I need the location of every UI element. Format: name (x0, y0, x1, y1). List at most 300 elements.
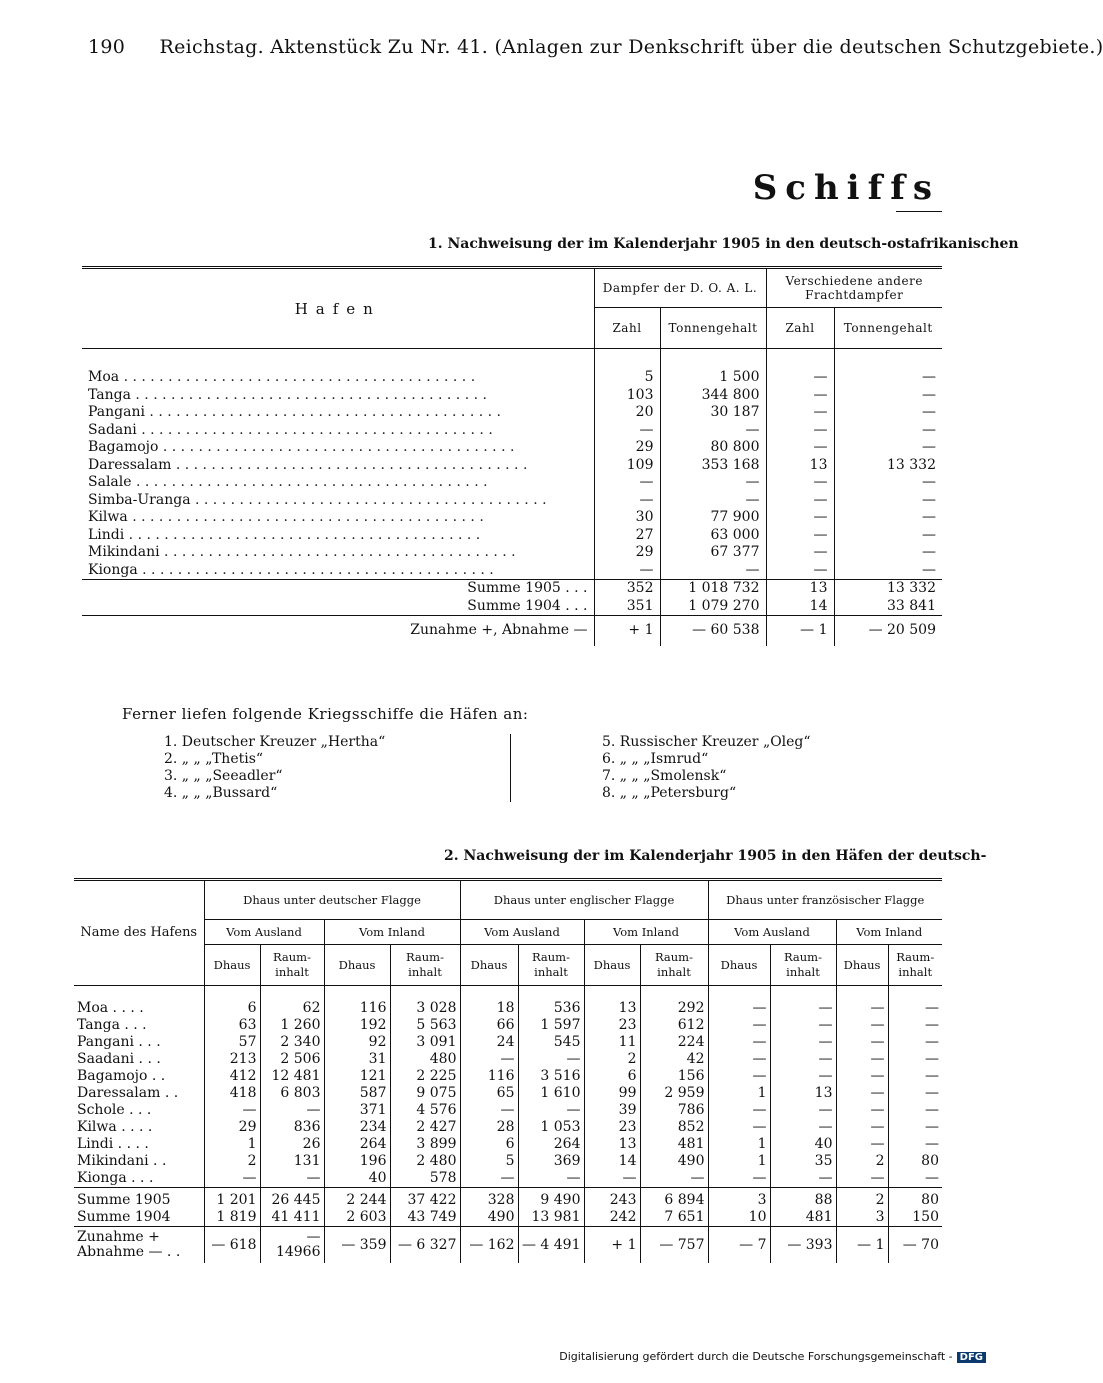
cell-value: 35 (770, 1153, 836, 1170)
col-tonnen-1: Tonnengehalt (660, 308, 766, 349)
cell-value: 1 201 (204, 1188, 260, 1210)
port-name (82, 439, 594, 457)
port-name: Kilwa . . . . (77, 1119, 153, 1135)
sub-ausland: Vom Ausland (204, 920, 324, 945)
cell-value: 4 576 (390, 1102, 460, 1119)
cell-value: 80 (888, 1188, 942, 1210)
cell-value: — (460, 1170, 518, 1188)
cell-value: 80 (888, 1153, 942, 1170)
row-label: Summe 1905 . . . (82, 580, 594, 598)
cell-value: 2 (204, 1153, 260, 1170)
cell-value: 6 803 (260, 1085, 324, 1102)
cell-value: — (770, 1051, 836, 1068)
sub-inland: Vom Inland (584, 920, 708, 945)
row-label: Summe 1904 (77, 1209, 171, 1225)
port-label: Moa . . . (88, 369, 475, 385)
table-row (82, 492, 942, 510)
cell-value: — (708, 1102, 770, 1119)
port-name (82, 509, 594, 527)
port-label: Salale . . . (88, 474, 488, 490)
col-raum: Raum-inhalt (260, 945, 324, 986)
cell-value: 412 (204, 1068, 260, 1085)
cell-value: 242 (584, 1209, 640, 1227)
cell-value: 24 (460, 1034, 518, 1051)
cell-value: — (888, 1170, 942, 1188)
table-row (82, 562, 942, 580)
cell-t1: 344 800 (660, 387, 766, 405)
cell-value: 3 (836, 1209, 888, 1227)
port-name: Pangani . . . (77, 1034, 161, 1050)
cell-value: 116 (460, 1068, 518, 1085)
cell-value: 243 (584, 1188, 640, 1210)
cell-value: 6 (204, 986, 260, 1018)
cell-t2: — (834, 527, 942, 545)
cell-value: — (888, 1119, 942, 1136)
cell-value: 1 (708, 1085, 770, 1102)
cell-value: 536 (518, 986, 584, 1018)
table2-dhows (74, 878, 942, 1263)
cell-z1: 30 (594, 509, 660, 527)
warship-entry: 1. Deutscher Kreuzer „Hertha“ (164, 734, 386, 750)
cell-value: — (888, 1136, 942, 1153)
cell-t2: — (834, 562, 942, 580)
section-title: Schiffs (752, 168, 940, 208)
cell-value: 3 516 (518, 1068, 584, 1085)
cell-value: — (836, 1034, 888, 1051)
cell-t1: 353 168 (660, 457, 766, 475)
cell-value: 2 603 (324, 1209, 390, 1227)
cell-value: — (888, 1085, 942, 1102)
footer-text: Digitalisierung gefördert durch die Deutsche Forschungsgemeinschaft - (559, 1350, 953, 1363)
port-label: Kionga . . . (88, 562, 494, 578)
cell-value: 224 (640, 1034, 708, 1051)
cell-value: — (770, 986, 836, 1018)
cell-z2: — (766, 474, 834, 492)
cell-value: —14966 (260, 1227, 324, 1264)
col-raum: Raum-inhalt (518, 945, 584, 986)
col-port: Hafen (82, 268, 594, 349)
cell-t2: — (834, 422, 942, 440)
cell-z1: 27 (594, 527, 660, 545)
cell-value: 369 (518, 1153, 584, 1170)
cell-value: — (888, 1017, 942, 1034)
cell-value: 852 (640, 1119, 708, 1136)
cell-t1: 1 079 270 (660, 598, 766, 616)
cell-value: 3 (708, 1188, 770, 1210)
port-label: Tanga . . . (88, 387, 487, 403)
col-zahl-1: Zahl (594, 308, 660, 349)
cell-t1: 67 377 (660, 544, 766, 562)
cell-value: 29 (204, 1119, 260, 1136)
cell-value: 63 (204, 1017, 260, 1034)
cell-t2: — (834, 404, 942, 422)
warship-entry: 8. „ „ „Petersburg“ (602, 785, 737, 801)
cell-value: — (584, 1170, 640, 1188)
cell-value: 1 (708, 1136, 770, 1153)
cell-value: — (708, 1068, 770, 1085)
col-port-name: Name des Hafens (74, 880, 204, 986)
cell-value: — (708, 1051, 770, 1068)
cell-value: 13 981 (518, 1209, 584, 1227)
cell-t1: 30 187 (660, 404, 766, 422)
cell-value: — (460, 1102, 518, 1119)
group-english: Dhaus unter englischer Flagge (460, 880, 708, 920)
cell-t1: — (660, 492, 766, 510)
warships-divider (510, 734, 511, 802)
table2-heading: 2. Nachweisung der im Kalenderjahr 1905 in den Häfen der deutsch- (444, 848, 987, 864)
dfg-logo: DFG (957, 1352, 986, 1363)
cell-value: + 1 (584, 1227, 640, 1264)
port-name (82, 349, 594, 387)
table-row (74, 1102, 942, 1119)
table-row (82, 387, 942, 405)
cell-value: 5 563 (390, 1017, 460, 1034)
col-dhaus: Dhaus (836, 945, 888, 986)
cell-value: — (708, 1017, 770, 1034)
cell-value: 131 (260, 1153, 324, 1170)
warship-entry: 5. Russischer Kreuzer „Oleg“ (602, 734, 811, 750)
cell-value: — 618 (204, 1227, 260, 1264)
cell-z1: 103 (594, 387, 660, 405)
col-dhaus: Dhaus (460, 945, 518, 986)
cell-value: 156 (640, 1068, 708, 1085)
cell-value: — 4 491 (518, 1227, 584, 1264)
cell-value: 490 (640, 1153, 708, 1170)
cell-value: 1 (204, 1136, 260, 1153)
row-label: Summe 1904 . . . (467, 597, 588, 614)
cell-value: 65 (460, 1085, 518, 1102)
cell-z2: — (766, 422, 834, 440)
port-name (82, 387, 594, 405)
cell-value: 6 (584, 1068, 640, 1085)
cell-value: — (888, 1051, 942, 1068)
table-row (74, 1034, 942, 1051)
cell-value: 43 749 (390, 1209, 460, 1227)
port-name: Kionga . . . (77, 1170, 154, 1186)
cell-z2: 13 (766, 580, 834, 598)
table-row (82, 474, 942, 492)
cell-value: — (708, 1119, 770, 1136)
cell-z2: 13 (766, 457, 834, 475)
cell-value: — 70 (888, 1227, 942, 1264)
cell-value: — (888, 1068, 942, 1085)
table-row (74, 1170, 942, 1188)
cell-value: — (518, 1051, 584, 1068)
cell-value: — (836, 1170, 888, 1188)
col-raum: Raum-inhalt (640, 945, 708, 986)
cell-value: 213 (204, 1051, 260, 1068)
cell-z2: — (766, 349, 834, 387)
cell-t2: — 20 509 (834, 616, 942, 647)
cell-value: 481 (640, 1136, 708, 1153)
cell-z1: 29 (594, 439, 660, 457)
cell-value: 545 (518, 1034, 584, 1051)
cell-z2: — (766, 492, 834, 510)
port-name (82, 457, 594, 475)
table-row (74, 1119, 942, 1136)
cell-t1: 77 900 (660, 509, 766, 527)
cell-z2: — (766, 439, 834, 457)
cell-z2: — 1 (766, 616, 834, 647)
page-number: 190 (88, 36, 126, 58)
warship-entry: 7. „ „ „Smolensk“ (602, 768, 727, 784)
cell-value: 328 (460, 1188, 518, 1210)
cell-value: 37 422 (390, 1188, 460, 1210)
cell-value: — (836, 1102, 888, 1119)
cell-t2: — (834, 349, 942, 387)
cell-value: 2 244 (324, 1188, 390, 1210)
cell-value: — (888, 986, 942, 1018)
cell-z1: 20 (594, 404, 660, 422)
cell-value: 121 (324, 1068, 390, 1085)
cell-value: 7 651 (640, 1209, 708, 1227)
port-label: Lindi . . . (88, 527, 480, 543)
cell-value: 62 (260, 986, 324, 1018)
port-name: Moa . . . . (77, 1000, 144, 1016)
warship-entry: 6. „ „ „Ismrud“ (602, 751, 709, 767)
port-name: Daressalam . . (77, 1085, 179, 1101)
sub-inland: Vom Inland (836, 920, 942, 945)
cell-t2: — (834, 492, 942, 510)
row-label: Zunahme + Abnahme — . . (74, 1227, 204, 1264)
cell-value: — (836, 1068, 888, 1085)
cell-value: — 757 (640, 1227, 708, 1264)
cell-t2: — (834, 387, 942, 405)
cell-value: — (770, 1119, 836, 1136)
table-row (82, 544, 942, 562)
cell-value: — (204, 1170, 260, 1188)
table-row (82, 422, 942, 440)
group-german: Dhaus unter deutscher Flagge (204, 880, 460, 920)
cell-value: 1 (708, 1153, 770, 1170)
cell-value: 57 (204, 1034, 260, 1051)
cell-value: 234 (324, 1119, 390, 1136)
cell-value: 292 (640, 986, 708, 1018)
group-french: Dhaus unter französischer Flagge (708, 880, 942, 920)
cell-value: — (518, 1170, 584, 1188)
cell-z2: — (766, 509, 834, 527)
cell-value: 2 480 (390, 1153, 460, 1170)
table-row (74, 1136, 942, 1153)
cell-value: — 7 (708, 1227, 770, 1264)
table-row (82, 349, 942, 387)
warship-entry: 3. „ „ „Seeadler“ (164, 768, 283, 784)
cell-value: — (770, 1034, 836, 1051)
cell-value: 13 (584, 1136, 640, 1153)
cell-z1: 5 (594, 349, 660, 387)
cell-z1: — (594, 562, 660, 580)
diff-row (74, 1227, 942, 1264)
sum-row (82, 580, 942, 598)
cell-value: 18 (460, 986, 518, 1018)
cell-value: 150 (888, 1209, 942, 1227)
cell-value: 490 (460, 1209, 518, 1227)
cell-value: 6 (460, 1136, 518, 1153)
cell-value: — (888, 1102, 942, 1119)
sub-ausland: Vom Ausland (708, 920, 836, 945)
port-label: Bagamojo . . . (88, 439, 514, 455)
cell-value: — (888, 1034, 942, 1051)
cell-z1: — (594, 422, 660, 440)
cell-value: — (260, 1170, 324, 1188)
col-tonnen-2: Tonnengehalt (834, 308, 942, 349)
cell-value: — (708, 986, 770, 1018)
col-raum: Raum-inhalt (888, 945, 942, 986)
cell-value: 31 (324, 1051, 390, 1068)
table-row (82, 404, 942, 422)
cell-value: — (708, 1034, 770, 1051)
title-rule (896, 211, 942, 212)
table-row (74, 1068, 942, 1085)
cell-value: — (836, 1017, 888, 1034)
cell-value: 2 340 (260, 1034, 324, 1051)
table-row (82, 527, 942, 545)
cell-t2: — (834, 509, 942, 527)
cell-t1: 1 500 (660, 349, 766, 387)
col-raum: Raum-inhalt (390, 945, 460, 986)
cell-value: — (770, 1017, 836, 1034)
cell-value: 41 411 (260, 1209, 324, 1227)
group-doal: Dampfer der D. O. A. L. (594, 268, 766, 308)
cell-value: — (836, 1119, 888, 1136)
cell-t1: 80 800 (660, 439, 766, 457)
cell-value: 99 (584, 1085, 640, 1102)
port-label: Simba-Uranga . . . (88, 492, 547, 508)
cell-value: 1 053 (518, 1119, 584, 1136)
cell-z2: — (766, 544, 834, 562)
cell-value: 2 959 (640, 1085, 708, 1102)
cell-value: — (708, 1170, 770, 1188)
table-row (74, 1153, 942, 1170)
cell-z2: — (766, 527, 834, 545)
table-row (74, 1051, 942, 1068)
cell-t2: 13 332 (834, 580, 942, 598)
cell-value: 2 (584, 1051, 640, 1068)
cell-value: — (770, 1102, 836, 1119)
col-raum: Raum-inhalt (770, 945, 836, 986)
col-zahl-2: Zahl (766, 308, 834, 349)
cell-value: 481 (770, 1209, 836, 1227)
cell-value: 9 490 (518, 1188, 584, 1210)
cell-value: 578 (390, 1170, 460, 1188)
cell-t1: — 60 538 (660, 616, 766, 647)
cell-value: 5 (460, 1153, 518, 1170)
cell-value: 9 075 (390, 1085, 460, 1102)
cell-value: 612 (640, 1017, 708, 1034)
cell-value: — (836, 986, 888, 1018)
port-name (82, 562, 594, 580)
cell-value: 480 (390, 1051, 460, 1068)
cell-value: 1 610 (518, 1085, 584, 1102)
cell-value: — (770, 1068, 836, 1085)
cell-value: — 359 (324, 1227, 390, 1264)
cell-value: 26 (260, 1136, 324, 1153)
cell-value: 264 (518, 1136, 584, 1153)
cell-t2: — (834, 544, 942, 562)
sub-inland: Vom Inland (324, 920, 460, 945)
port-name: Saadani . . . (77, 1051, 161, 1067)
col-dhaus: Dhaus (204, 945, 260, 986)
cell-value: 13 (584, 986, 640, 1018)
cell-value: 2 (836, 1153, 888, 1170)
cell-value: — 162 (460, 1227, 518, 1264)
cell-value: — 1 (836, 1227, 888, 1264)
cell-z1: 351 (594, 598, 660, 616)
table1-steamers (82, 266, 942, 646)
cell-value: 1 597 (518, 1017, 584, 1034)
cell-value: — 393 (770, 1227, 836, 1264)
cell-z1: 29 (594, 544, 660, 562)
cell-value: 14 (584, 1153, 640, 1170)
cell-t1: — (660, 562, 766, 580)
cell-value: 3 899 (390, 1136, 460, 1153)
cell-value: 13 (770, 1085, 836, 1102)
cell-t2: 33 841 (834, 598, 942, 616)
cell-value: 39 (584, 1102, 640, 1119)
cell-value: 587 (324, 1085, 390, 1102)
diff-row (82, 616, 942, 647)
cell-z1: — (594, 492, 660, 510)
group-other: Verschiedene andere Frachtdampfer (766, 268, 942, 308)
sub-ausland: Vom Ausland (460, 920, 584, 945)
cell-value: 66 (460, 1017, 518, 1034)
cell-z2: 14 (766, 598, 834, 616)
cell-value: 92 (324, 1034, 390, 1051)
table-row (74, 986, 942, 1018)
port-name (82, 527, 594, 545)
sum-row (82, 598, 942, 616)
cell-value: — (836, 1085, 888, 1102)
running-title: Reichstag. Aktenstück Zu Nr. 41. (Anlagen zur Denkschrift über die deutschen Schutzgebiete.) (159, 36, 1103, 58)
cell-value: — (770, 1170, 836, 1188)
cell-value: 23 (584, 1017, 640, 1034)
cell-t1: — (660, 422, 766, 440)
cell-value: 196 (324, 1153, 390, 1170)
row-label: Zunahme +, Abnahme — (82, 616, 594, 647)
port-label: Daressalam . . . (88, 457, 527, 473)
cell-value: 192 (324, 1017, 390, 1034)
cell-value: 418 (204, 1085, 260, 1102)
cell-value: 11 (584, 1034, 640, 1051)
cell-value: 2 506 (260, 1051, 324, 1068)
cell-value: — (260, 1102, 324, 1119)
table-row (82, 439, 942, 457)
cell-value: — 6 327 (390, 1227, 460, 1264)
cell-value: 3 028 (390, 986, 460, 1018)
cell-z2: — (766, 562, 834, 580)
table-row (74, 1085, 942, 1102)
port-label: Mikindani . . . (88, 544, 516, 560)
cell-value: 1 819 (204, 1209, 260, 1227)
table-row (82, 509, 942, 527)
running-header (88, 36, 1103, 58)
cell-z2: — (766, 387, 834, 405)
warship-entry: 4. „ „ „Bussard“ (164, 785, 278, 801)
warships-russian-list (602, 734, 811, 802)
table-row (74, 1017, 942, 1034)
cell-value: 1 260 (260, 1017, 324, 1034)
cell-z1: 109 (594, 457, 660, 475)
port-name: Mikindani . . (77, 1153, 167, 1169)
port-name (82, 474, 594, 492)
cell-value: 12 481 (260, 1068, 324, 1085)
table-row (82, 457, 942, 475)
cell-value: 786 (640, 1102, 708, 1119)
sum-row (74, 1209, 942, 1227)
footer-credit (559, 1350, 986, 1363)
cell-value: — (204, 1102, 260, 1119)
cell-t2: — (834, 439, 942, 457)
